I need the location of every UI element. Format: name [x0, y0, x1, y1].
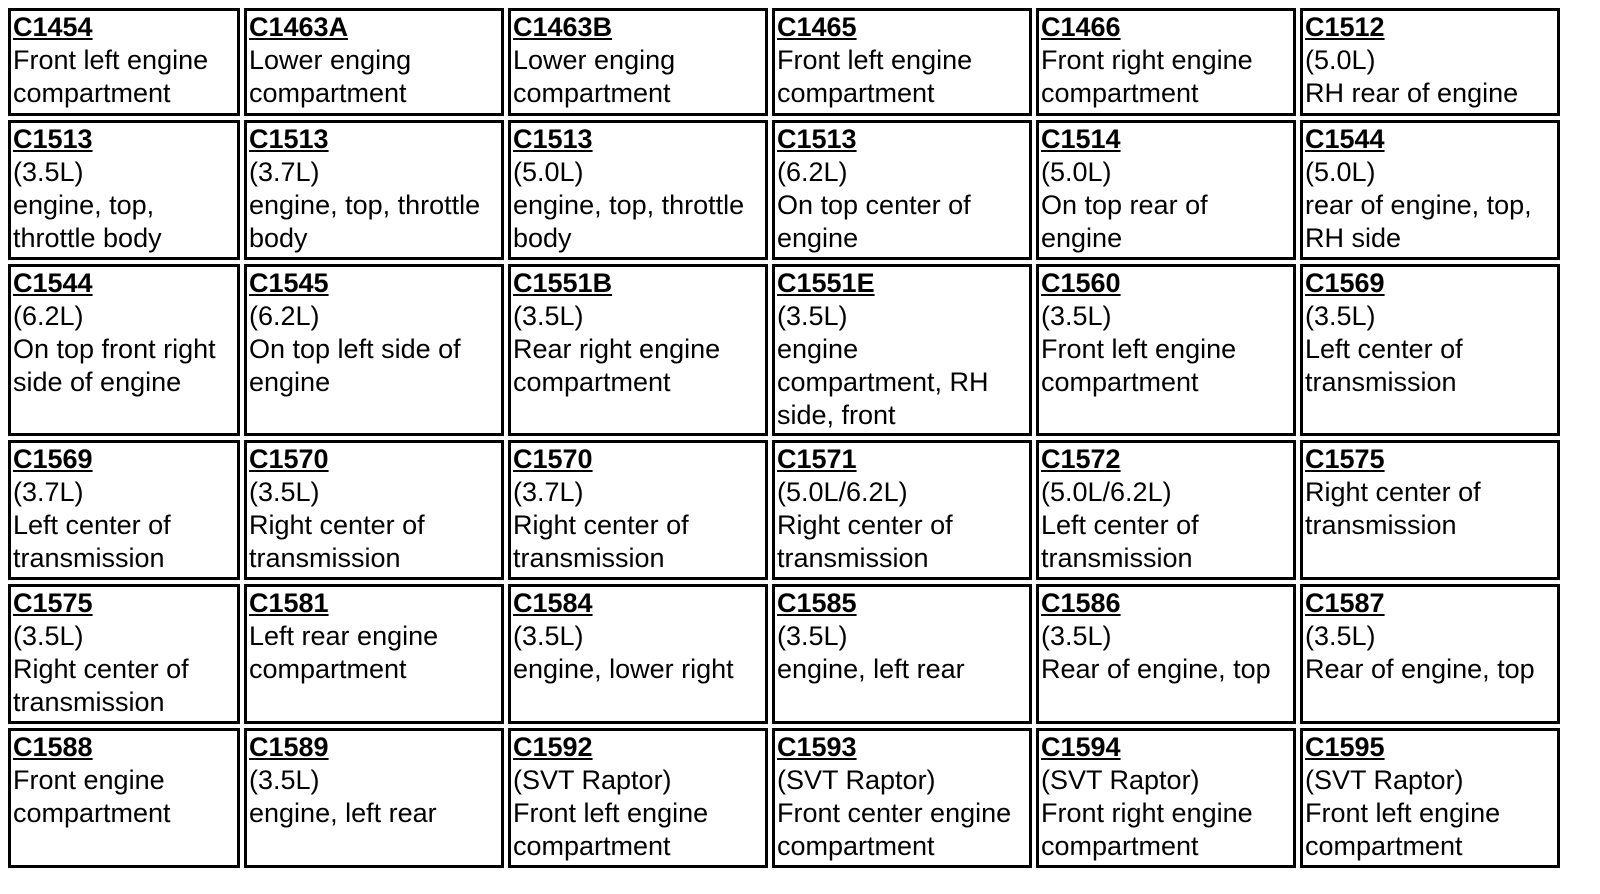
connector-code: C1570 — [513, 444, 593, 474]
connector-code: C1513 — [13, 124, 93, 154]
engine-qualifier: (5.0L/6.2L) — [777, 477, 908, 507]
connector-cell — [1036, 728, 1296, 868]
connector-cell — [8, 264, 240, 436]
connector-code: C1587 — [1305, 588, 1385, 618]
connector-code: C1588 — [13, 732, 93, 762]
connector-location: Front center engine compartment — [777, 798, 1012, 861]
connector-cell — [8, 728, 240, 868]
connector-code: C1551B — [513, 268, 613, 298]
engine-qualifier: (6.2L) — [777, 157, 848, 187]
connector-code: C1572 — [1041, 444, 1121, 474]
table-row — [8, 264, 1560, 436]
connector-code: C1465 — [777, 12, 857, 42]
engine-qualifier: (3.5L) — [249, 765, 320, 795]
engine-qualifier: (SVT Raptor) — [1305, 765, 1464, 795]
connector-location: Left center of transmission — [1305, 334, 1463, 397]
connector-cell — [772, 728, 1032, 868]
connector-cell — [8, 440, 240, 580]
connector-code: C1571 — [777, 444, 857, 474]
connector-location: On top front right side of engine — [13, 334, 216, 397]
connector-cell — [508, 264, 768, 436]
connector-location: Right center of transmission — [777, 510, 953, 573]
connector-location: Rear of engine, top — [1041, 654, 1271, 684]
engine-qualifier: (6.2L) — [249, 301, 320, 331]
connector-location-table — [4, 4, 1564, 872]
connector-location: engine, top, throttle body — [13, 190, 162, 253]
connector-code: C1570 — [249, 444, 329, 474]
engine-qualifier: (3.7L) — [13, 477, 84, 507]
connector-cell — [1036, 440, 1296, 580]
connector-code: C1569 — [13, 444, 93, 474]
connector-location: Right center of transmission — [13, 654, 189, 717]
connector-cell — [1036, 120, 1296, 260]
connector-cell — [508, 8, 768, 116]
engine-qualifier: (3.7L) — [513, 477, 584, 507]
connector-location: Front left engine compartment — [513, 798, 709, 861]
connector-location: engine, top, throttle body — [249, 190, 481, 253]
connector-location: Right center of transmission — [1305, 477, 1481, 540]
connector-code: C1463A — [249, 12, 349, 42]
connector-code: C1585 — [777, 588, 857, 618]
connector-code: C1593 — [777, 732, 857, 762]
connector-cell — [8, 584, 240, 724]
connector-code: C1513 — [777, 124, 857, 154]
table-row — [8, 8, 1560, 116]
connector-cell — [244, 728, 504, 868]
connector-cell — [1036, 264, 1296, 436]
connector-cell — [1300, 120, 1560, 260]
engine-qualifier: (3.5L) — [1041, 301, 1112, 331]
connector-code: C1551E — [777, 268, 875, 298]
connector-cell — [508, 584, 768, 724]
connector-location: Left center of transmission — [13, 510, 171, 573]
connector-location: Front right engine compartment — [1041, 45, 1253, 108]
connector-location: Rear right engine compartment — [513, 334, 721, 397]
connector-cell — [1300, 264, 1560, 436]
connector-code: C1575 — [1305, 444, 1385, 474]
connector-code: C1595 — [1305, 732, 1385, 762]
connector-code: C1589 — [249, 732, 329, 762]
connector-cell — [508, 120, 768, 260]
connector-code: C1544 — [1305, 124, 1385, 154]
connector-location: Right center of transmission — [513, 510, 689, 573]
connector-code: C1513 — [513, 124, 593, 154]
connector-cell — [244, 264, 504, 436]
connector-location: engine, left rear — [249, 798, 437, 828]
connector-location: engine, lower right — [513, 654, 734, 684]
table-row — [8, 728, 1560, 868]
connector-cell — [508, 728, 768, 868]
engine-qualifier: (SVT Raptor) — [777, 765, 936, 795]
engine-qualifier: (3.5L) — [1305, 301, 1376, 331]
connector-cell — [1036, 584, 1296, 724]
engine-qualifier: (3.5L) — [513, 621, 584, 651]
table-row — [8, 584, 1560, 724]
connector-code: C1544 — [13, 268, 93, 298]
engine-qualifier: (5.0L) — [513, 157, 584, 187]
connector-location: Lower enging compartment — [249, 45, 412, 108]
engine-qualifier: (3.5L) — [1305, 621, 1376, 651]
connector-code: C1513 — [249, 124, 329, 154]
engine-qualifier: (3.5L) — [249, 477, 320, 507]
engine-qualifier: (SVT Raptor) — [1041, 765, 1200, 795]
engine-qualifier: (3.5L) — [13, 621, 84, 651]
connector-location: Front engine compartment — [13, 765, 171, 828]
connector-location: Lower enging compartment — [513, 45, 676, 108]
connector-code: C1454 — [13, 12, 93, 42]
connector-location: RH rear of engine — [1305, 78, 1519, 108]
engine-qualifier: (3.5L) — [777, 621, 848, 651]
connector-cell — [772, 8, 1032, 116]
connector-cell — [244, 440, 504, 580]
connector-code: C1514 — [1041, 124, 1121, 154]
connector-cell — [1300, 728, 1560, 868]
connector-cell — [244, 120, 504, 260]
connector-location: Front left engine compartment — [777, 45, 973, 108]
table-row — [8, 120, 1560, 260]
connector-code: C1584 — [513, 588, 593, 618]
connector-location: On top left side of engine — [249, 334, 461, 397]
connector-code: C1586 — [1041, 588, 1121, 618]
connector-location: Left center of transmission — [1041, 510, 1199, 573]
connector-location: Front right engine compartment — [1041, 798, 1253, 861]
connector-location: Front left engine compartment — [13, 45, 209, 108]
connector-code: C1581 — [249, 588, 329, 618]
connector-cell — [244, 584, 504, 724]
engine-qualifier: (5.0L) — [1041, 157, 1112, 187]
connector-code: C1575 — [13, 588, 93, 618]
connector-location: Rear of engine, top — [1305, 654, 1535, 684]
connector-location: Left rear engine compartment — [249, 621, 439, 684]
connector-cell — [1300, 8, 1560, 116]
connector-location: engine, left rear — [777, 654, 965, 684]
connector-cell — [244, 8, 504, 116]
connector-cell — [1300, 584, 1560, 724]
connector-location: On top rear of engine — [1041, 190, 1208, 253]
engine-qualifier: (3.5L) — [777, 301, 848, 331]
connector-location: engine compartment, RH side, front — [777, 334, 989, 430]
connector-cell — [8, 120, 240, 260]
connector-code: C1466 — [1041, 12, 1121, 42]
connector-cell — [508, 440, 768, 580]
connector-location: On top center of engine — [777, 190, 971, 253]
engine-qualifier: (3.5L) — [1041, 621, 1112, 651]
connector-table-body — [8, 8, 1560, 868]
connector-location: Right center of transmission — [249, 510, 425, 573]
engine-qualifier: (SVT Raptor) — [513, 765, 672, 795]
connector-cell — [1036, 8, 1296, 116]
connector-location: Front left engine compartment — [1041, 334, 1237, 397]
engine-qualifier: (3.7L) — [249, 157, 320, 187]
connector-cell — [772, 264, 1032, 436]
connector-code: C1592 — [513, 732, 593, 762]
connector-location: rear of engine, top, RH side — [1305, 190, 1532, 253]
connector-cell — [1300, 440, 1560, 580]
table-row — [8, 440, 1560, 580]
connector-code: C1463B — [513, 12, 613, 42]
engine-qualifier: (6.2L) — [13, 301, 84, 331]
connector-cell — [772, 584, 1032, 724]
engine-qualifier: (5.0L) — [1305, 45, 1376, 75]
connector-cell — [772, 120, 1032, 260]
engine-qualifier: (3.5L) — [13, 157, 84, 187]
connector-location: engine, top, throttle body — [513, 190, 745, 253]
connector-code: C1569 — [1305, 268, 1385, 298]
connector-code: C1512 — [1305, 12, 1385, 42]
connector-cell — [772, 440, 1032, 580]
engine-qualifier: (5.0L/6.2L) — [1041, 477, 1172, 507]
connector-code: C1560 — [1041, 268, 1121, 298]
connector-code: C1545 — [249, 268, 329, 298]
connector-location: Front left engine compartment — [1305, 798, 1501, 861]
connector-cell — [8, 8, 240, 116]
engine-qualifier: (3.5L) — [513, 301, 584, 331]
engine-qualifier: (5.0L) — [1305, 157, 1376, 187]
connector-code: C1594 — [1041, 732, 1121, 762]
